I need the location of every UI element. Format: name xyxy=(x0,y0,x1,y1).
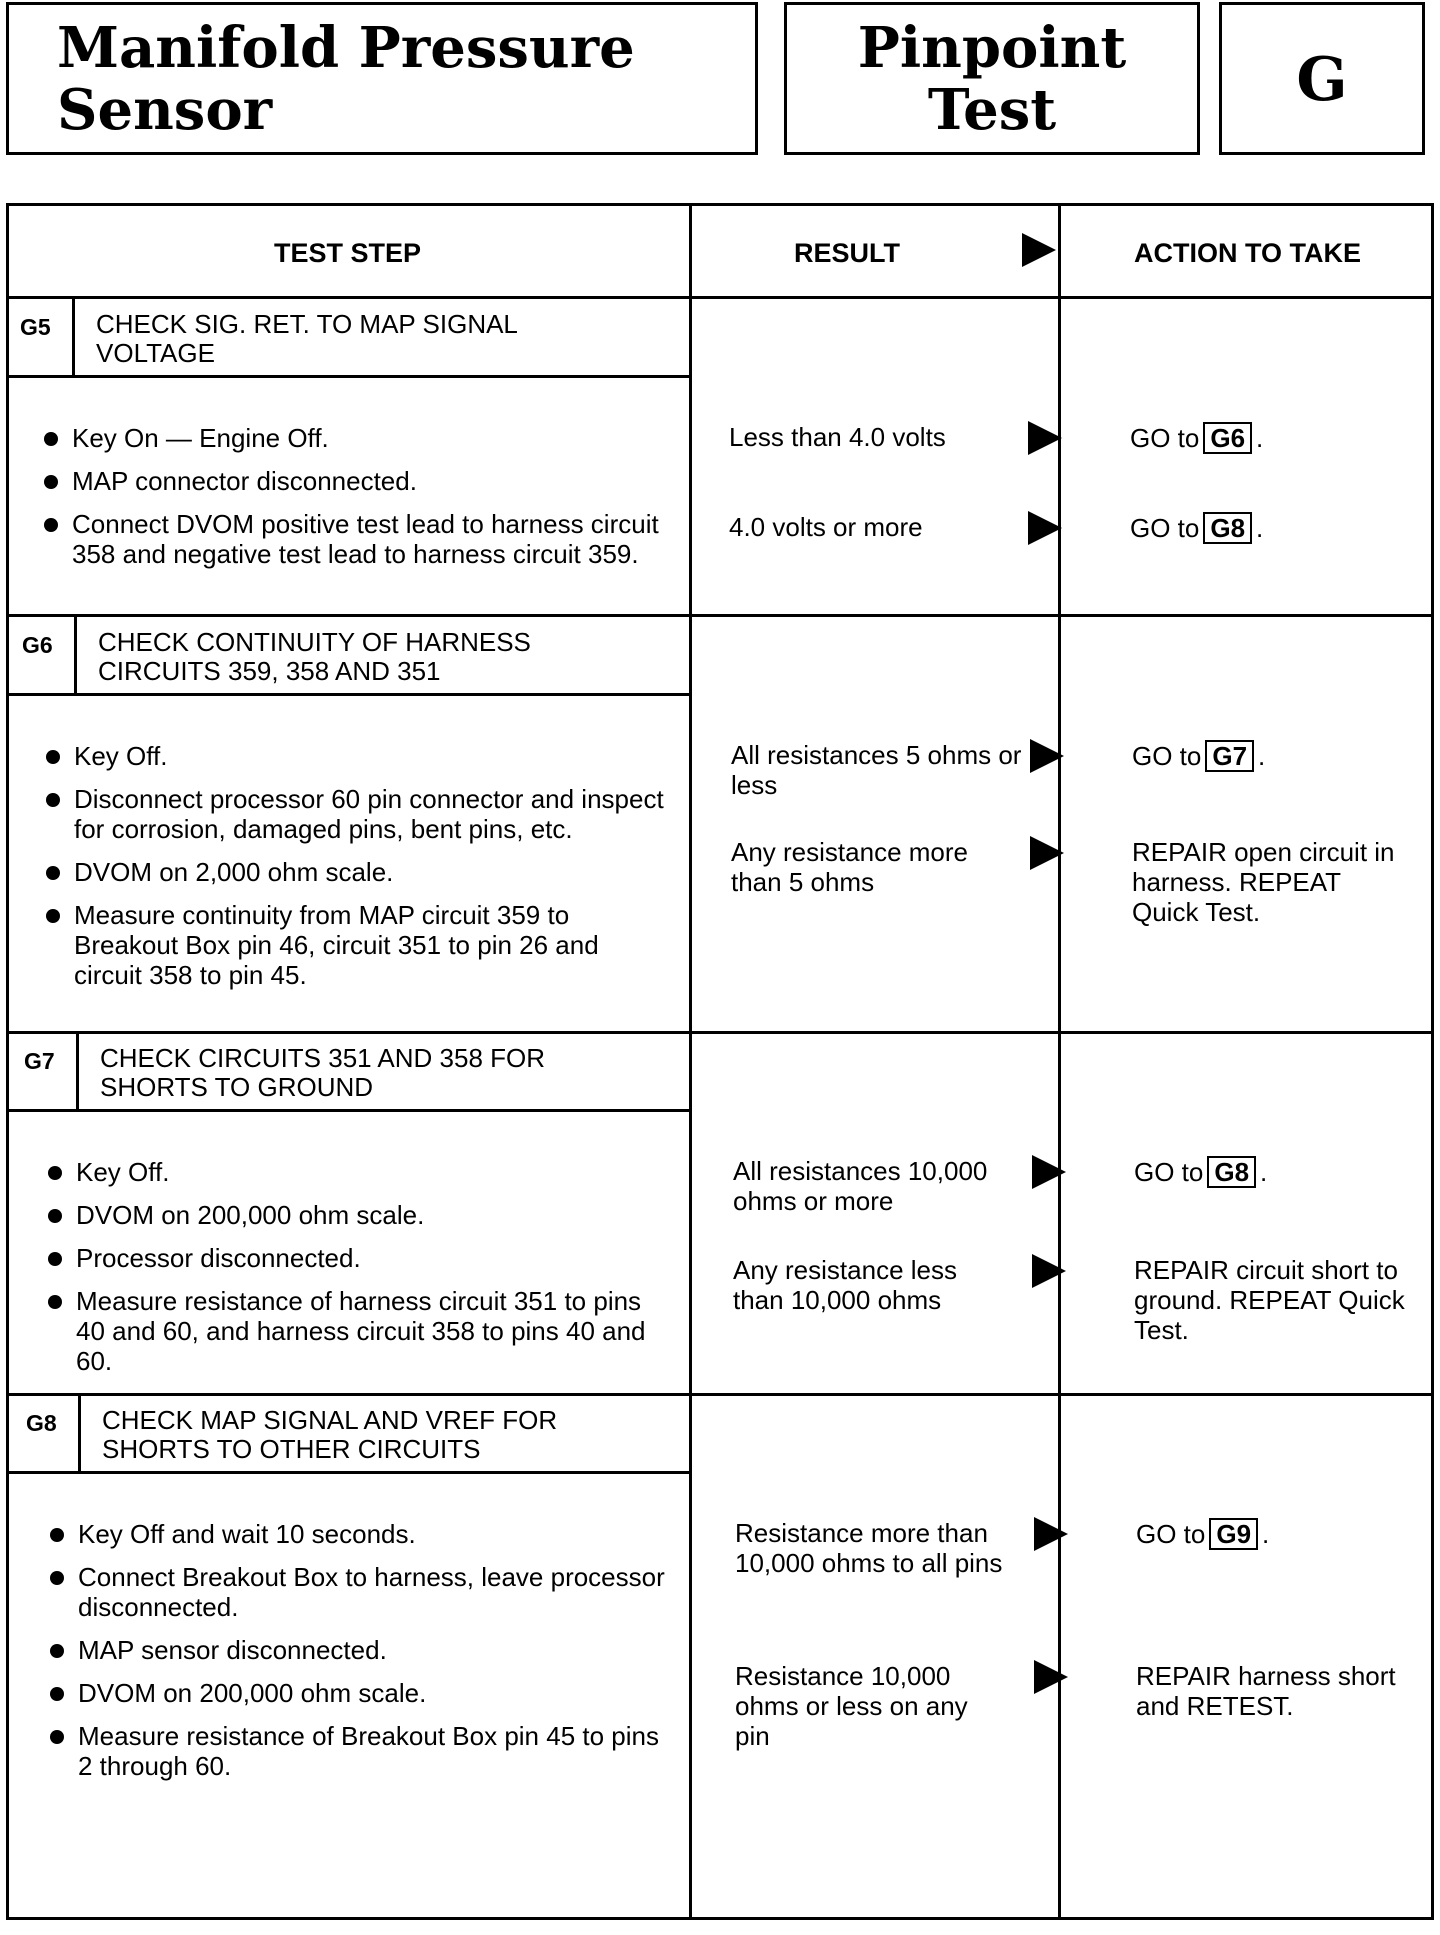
step-id-divider xyxy=(72,299,75,377)
action-text: REPAIR circuit short to ground. REPEAT Quick Test. xyxy=(1134,1255,1405,1345)
result-arrow-icon xyxy=(1034,1660,1068,1694)
step-reference: G8 xyxy=(1203,512,1252,544)
step-id-divider xyxy=(76,1034,79,1111)
table-border-left xyxy=(6,203,9,1920)
action-go-to: GO to G6 . xyxy=(1130,423,1264,453)
step-title-underline xyxy=(6,693,692,696)
result-arrow-icon xyxy=(1032,1155,1066,1189)
action-go-to: GO to G7 . xyxy=(1132,741,1266,771)
result-text: Any resistance less than 10,000 ohms xyxy=(733,1255,957,1315)
step-instructions xyxy=(44,1157,674,1389)
list-item: Key Off and wait 10 seconds. xyxy=(46,1519,676,1549)
result-arrow-icon xyxy=(1028,511,1062,545)
step-title-underline xyxy=(6,1471,692,1474)
list-item: DVOM on 200,000 ohm scale. xyxy=(44,1200,674,1230)
list-item: Connect DVOM positive test lead to harness circuit 358 and negative test lead to harness circuit 359. xyxy=(40,509,670,569)
result-arrow-icon xyxy=(1032,1254,1066,1288)
result-text: Resistance 10,000 ohms or less on any pin xyxy=(735,1661,968,1751)
action-text: REPAIR open circuit in harness. REPEAT Quick Test. xyxy=(1132,837,1395,927)
result-text: Less than 4.0 volts xyxy=(729,422,946,452)
header-divider xyxy=(6,296,1434,299)
result-text: All resistances 5 ohms or less xyxy=(731,740,1022,800)
list-item: Key Off. xyxy=(44,1157,674,1187)
result-arrow-icon xyxy=(1030,836,1064,870)
table-border-top xyxy=(6,203,1434,206)
step-id: G7 xyxy=(24,1048,55,1074)
step-reference: G6 xyxy=(1203,422,1252,454)
step-title-underline xyxy=(6,375,692,378)
result-text: Any resistance more than 5 ohms xyxy=(731,837,968,897)
column-divider-1 xyxy=(689,203,692,1920)
step-reference: G7 xyxy=(1205,740,1254,772)
step-id-divider xyxy=(78,1396,81,1473)
page-title: Manifold Pressure Sensor xyxy=(57,15,635,143)
test-letter-box xyxy=(1219,2,1425,155)
list-item: Disconnect processor 60 pin connector and inspect for corrosion, damaged pins, bent pins, etc. xyxy=(42,784,672,844)
section-divider-g6-g7 xyxy=(6,1031,1434,1034)
step-instructions xyxy=(40,423,670,582)
action-text: REPAIR harness short and RETEST. xyxy=(1136,1661,1396,1721)
test-letter: G xyxy=(1296,45,1348,115)
action-go-to: GO to G8 . xyxy=(1130,513,1264,543)
action-go-to: GO to G9 . xyxy=(1136,1519,1270,1549)
header-arrow-icon xyxy=(1022,233,1056,267)
section-divider-g5-g6 xyxy=(6,614,1434,617)
step-instructions xyxy=(42,741,672,1003)
column-header-action: ACTION TO TAKE xyxy=(1134,238,1361,268)
list-item: DVOM on 200,000 ohm scale. xyxy=(46,1678,676,1708)
table-border-bottom xyxy=(6,1917,1434,1920)
column-header-test-step: TEST STEP xyxy=(273,238,422,268)
step-id: G6 xyxy=(22,632,53,658)
result-text: All resistances 10,000 ohms or more xyxy=(733,1156,988,1216)
list-item: Measure resistance of harness circuit 351 to pins 40 and 60, and harness circuit 358 to pins 40 and 60. xyxy=(44,1286,674,1376)
result-text: 4.0 volts or more xyxy=(729,512,923,542)
section-divider-g7-g8 xyxy=(6,1393,1434,1396)
step-title: CHECK CIRCUITS 351 AND 358 FOR SHORTS TO GROUND xyxy=(100,1043,546,1102)
step-title-underline xyxy=(6,1109,692,1112)
list-item: MAP connector disconnected. xyxy=(40,466,670,496)
list-item: Processor disconnected. xyxy=(44,1243,674,1273)
pinpoint-test-table xyxy=(6,203,1434,1935)
result-text: Resistance more than 10,000 ohms to all pins xyxy=(735,1518,1003,1578)
pinpoint-test-label: Pinpoint Test xyxy=(857,15,1127,143)
result-arrow-icon xyxy=(1034,1517,1068,1551)
title-box xyxy=(6,2,758,155)
step-instructions xyxy=(46,1519,676,1794)
column-header-result: RESULT xyxy=(794,238,900,268)
list-item: Measure resistance of Breakout Box pin 45 to pins 2 through 60. xyxy=(46,1721,676,1781)
step-reference: G9 xyxy=(1209,1518,1258,1550)
list-item: MAP sensor disconnected. xyxy=(46,1635,676,1665)
table-border-right xyxy=(1431,203,1434,1920)
step-title: CHECK CONTINUITY OF HARNESS CIRCUITS 359, 358 AND 351 xyxy=(98,627,531,686)
pinpoint-test-box xyxy=(784,2,1200,155)
result-arrow-icon xyxy=(1028,421,1062,455)
step-id-divider xyxy=(74,617,77,696)
step-reference: G8 xyxy=(1207,1156,1256,1188)
action-go-to: GO to G8 . xyxy=(1134,1157,1268,1187)
list-item: Key On — Engine Off. xyxy=(40,423,670,453)
step-title: CHECK SIG. RET. TO MAP SIGNAL VOLTAGE xyxy=(96,309,518,368)
list-item: Connect Breakout Box to harness, leave processor disconnected. xyxy=(46,1562,676,1622)
list-item: Key Off. xyxy=(42,741,672,771)
result-arrow-icon xyxy=(1030,739,1064,773)
step-id: G5 xyxy=(20,314,51,340)
step-id: G8 xyxy=(26,1410,57,1436)
list-item: Measure continuity from MAP circuit 359 to Breakout Box pin 46, circuit 351 to pin 26 and circuit 358 to pin 45. xyxy=(42,900,672,990)
step-title: CHECK MAP SIGNAL AND VREF FOR SHORTS TO OTHER CIRCUITS xyxy=(102,1405,558,1464)
list-item: DVOM on 2,000 ohm scale. xyxy=(42,857,672,887)
